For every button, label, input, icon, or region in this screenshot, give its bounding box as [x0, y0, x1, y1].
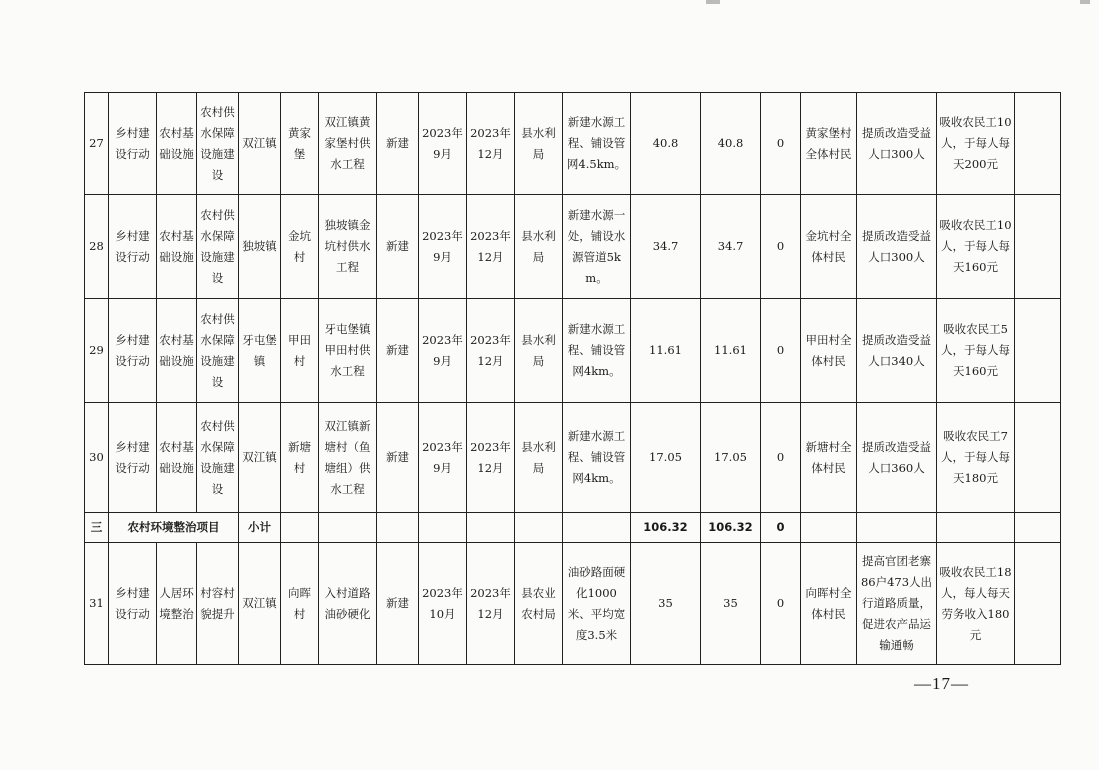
category-cell: 农村基础设施: [157, 93, 197, 195]
page-number: —17—: [914, 674, 969, 693]
row-number: 27: [85, 93, 109, 195]
scan-artifact: [706, 0, 720, 4]
construction-type-cell: 新建: [377, 195, 419, 299]
content-cell: 油砂路面硬化1000米、平均宽度3.5米: [563, 543, 631, 665]
jobs-cell: 吸收农民工5人，于每人每天160元: [937, 299, 1015, 403]
table-row: [85, 195, 1061, 299]
department-cell: 县水利局: [515, 195, 563, 299]
empty-cell: [937, 513, 1015, 543]
other-fund-cell: 0: [761, 403, 801, 513]
project-name-cell: 独坡镇金坑村供水工程: [319, 195, 377, 299]
content-cell: 新建水源工程、铺设管网4km。: [563, 299, 631, 403]
empty-cell: [1015, 513, 1061, 543]
end-date-cell: 2023年12月: [467, 93, 515, 195]
empty-cell: [1015, 195, 1061, 299]
empty-cell: [515, 513, 563, 543]
project-name-cell: 入村道路油砂硬化: [319, 543, 377, 665]
empty-cell: [377, 513, 419, 543]
department-cell: 县水利局: [515, 93, 563, 195]
campaign-cell: 乡村建设行动: [109, 543, 157, 665]
other-fund-cell: 0: [761, 195, 801, 299]
subtotal-other: 0: [761, 513, 801, 543]
jobs-cell: 吸收农民工18人，每人每天劳务收入180元: [937, 543, 1015, 665]
construction-type-cell: 新建: [377, 299, 419, 403]
jobs-cell: 吸收农民工7人，于每人每天180元: [937, 403, 1015, 513]
project-name-cell: 牙屯堡镇甲田村供水工程: [319, 299, 377, 403]
fund-cell: 35: [701, 543, 761, 665]
beneficiary-cell: 金坑村全体村民: [801, 195, 857, 299]
other-fund-cell: 0: [761, 299, 801, 403]
other-fund-cell: 0: [761, 93, 801, 195]
row-number: 31: [85, 543, 109, 665]
benefit-cell: 提质改造受益人口340人: [857, 299, 937, 403]
campaign-cell: 乡村建设行动: [109, 299, 157, 403]
empty-cell: [281, 513, 319, 543]
subtotal-fund: 106.32: [701, 513, 761, 543]
section-title: 农村环境整治项目: [109, 513, 239, 543]
village-cell: 黄家堡: [281, 93, 319, 195]
fund-cell: 11.61: [701, 299, 761, 403]
village-cell: 新塘村: [281, 403, 319, 513]
total-investment-cell: 17.05: [631, 403, 701, 513]
start-date-cell: 2023年9月: [419, 195, 467, 299]
row-number: 30: [85, 403, 109, 513]
total-investment-cell: 11.61: [631, 299, 701, 403]
category-cell: 农村基础设施: [157, 195, 197, 299]
benefit-cell: 提质改造受益人口300人: [857, 93, 937, 195]
subcategory-cell: 农村供水保障设施建设: [197, 195, 239, 299]
town-cell: 双江镇: [239, 93, 281, 195]
category-cell: 农村基础设施: [157, 299, 197, 403]
section-number: 三: [85, 513, 109, 543]
jobs-cell: 吸收农民工10人，于每人每天200元: [937, 93, 1015, 195]
subcategory-cell: 农村供水保障设施建设: [197, 93, 239, 195]
total-investment-cell: 35: [631, 543, 701, 665]
content-cell: 新建水源一处，铺设水源管道5km。: [563, 195, 631, 299]
empty-cell: [467, 513, 515, 543]
start-date-cell: 2023年9月: [419, 299, 467, 403]
town-cell: 牙屯堡镇: [239, 299, 281, 403]
start-date-cell: 2023年10月: [419, 543, 467, 665]
construction-type-cell: 新建: [377, 543, 419, 665]
town-cell: 双江镇: [239, 543, 281, 665]
other-fund-cell: 0: [761, 543, 801, 665]
end-date-cell: 2023年12月: [467, 299, 515, 403]
empty-cell: [801, 513, 857, 543]
empty-cell: [563, 513, 631, 543]
row-number: 28: [85, 195, 109, 299]
content-cell: 新建水源工程、铺设管网4.5km。: [563, 93, 631, 195]
end-date-cell: 2023年12月: [467, 543, 515, 665]
town-cell: 独坡镇: [239, 195, 281, 299]
benefit-cell: 提质改造受益人口300人: [857, 195, 937, 299]
campaign-cell: 乡村建设行动: [109, 93, 157, 195]
construction-type-cell: 新建: [377, 93, 419, 195]
department-cell: 县水利局: [515, 299, 563, 403]
fund-cell: 17.05: [701, 403, 761, 513]
town-cell: 双江镇: [239, 403, 281, 513]
benefit-cell: 提高官团老寨86户473人出行道路质量，促进农产品运输通畅: [857, 543, 937, 665]
jobs-cell: 吸收农民工10人，于每人每天160元: [937, 195, 1015, 299]
campaign-cell: 乡村建设行动: [109, 195, 157, 299]
content-cell: 新建水源工程、铺设管网4km。: [563, 403, 631, 513]
subcategory-cell: 农村供水保障设施建设: [197, 299, 239, 403]
subtotal-label: 小计: [239, 513, 281, 543]
category-cell: 人居环境整治: [157, 543, 197, 665]
end-date-cell: 2023年12月: [467, 195, 515, 299]
start-date-cell: 2023年9月: [419, 403, 467, 513]
department-cell: 县农业农村局: [515, 543, 563, 665]
subtotal-total: 106.32: [631, 513, 701, 543]
empty-cell: [1015, 543, 1061, 665]
fund-cell: 34.7: [701, 195, 761, 299]
village-cell: 甲田村: [281, 299, 319, 403]
section-row: [85, 513, 1061, 543]
subcategory-cell: 农村供水保障设施建设: [197, 403, 239, 513]
start-date-cell: 2023年9月: [419, 93, 467, 195]
table-row: [85, 299, 1061, 403]
project-name-cell: 双江镇新塘村（鱼塘组）供水工程: [319, 403, 377, 513]
benefit-cell: 提质改造受益人口360人: [857, 403, 937, 513]
beneficiary-cell: 黄家堡村全体村民: [801, 93, 857, 195]
category-cell: 农村基础设施: [157, 403, 197, 513]
table-row: [85, 543, 1061, 665]
table-row: [85, 403, 1061, 513]
project-name-cell: 双江镇黄家堡村供水工程: [319, 93, 377, 195]
subcategory-cell: 村容村貌提升: [197, 543, 239, 665]
empty-cell: [1015, 299, 1061, 403]
fund-cell: 40.8: [701, 93, 761, 195]
construction-type-cell: 新建: [377, 403, 419, 513]
end-date-cell: 2023年12月: [467, 403, 515, 513]
total-investment-cell: 34.7: [631, 195, 701, 299]
project-table: [84, 92, 1061, 665]
village-cell: 金坑村: [281, 195, 319, 299]
empty-cell: [857, 513, 937, 543]
beneficiary-cell: 新塘村全体村民: [801, 403, 857, 513]
empty-cell: [319, 513, 377, 543]
beneficiary-cell: 甲田村全体村民: [801, 299, 857, 403]
campaign-cell: 乡村建设行动: [109, 403, 157, 513]
scan-artifact: [1080, 0, 1090, 4]
total-investment-cell: 40.8: [631, 93, 701, 195]
beneficiary-cell: 向晖村全体村民: [801, 543, 857, 665]
department-cell: 县水利局: [515, 403, 563, 513]
table-row: [85, 93, 1061, 195]
village-cell: 向晖村: [281, 543, 319, 665]
empty-cell: [1015, 403, 1061, 513]
empty-cell: [419, 513, 467, 543]
empty-cell: [1015, 93, 1061, 195]
row-number: 29: [85, 299, 109, 403]
